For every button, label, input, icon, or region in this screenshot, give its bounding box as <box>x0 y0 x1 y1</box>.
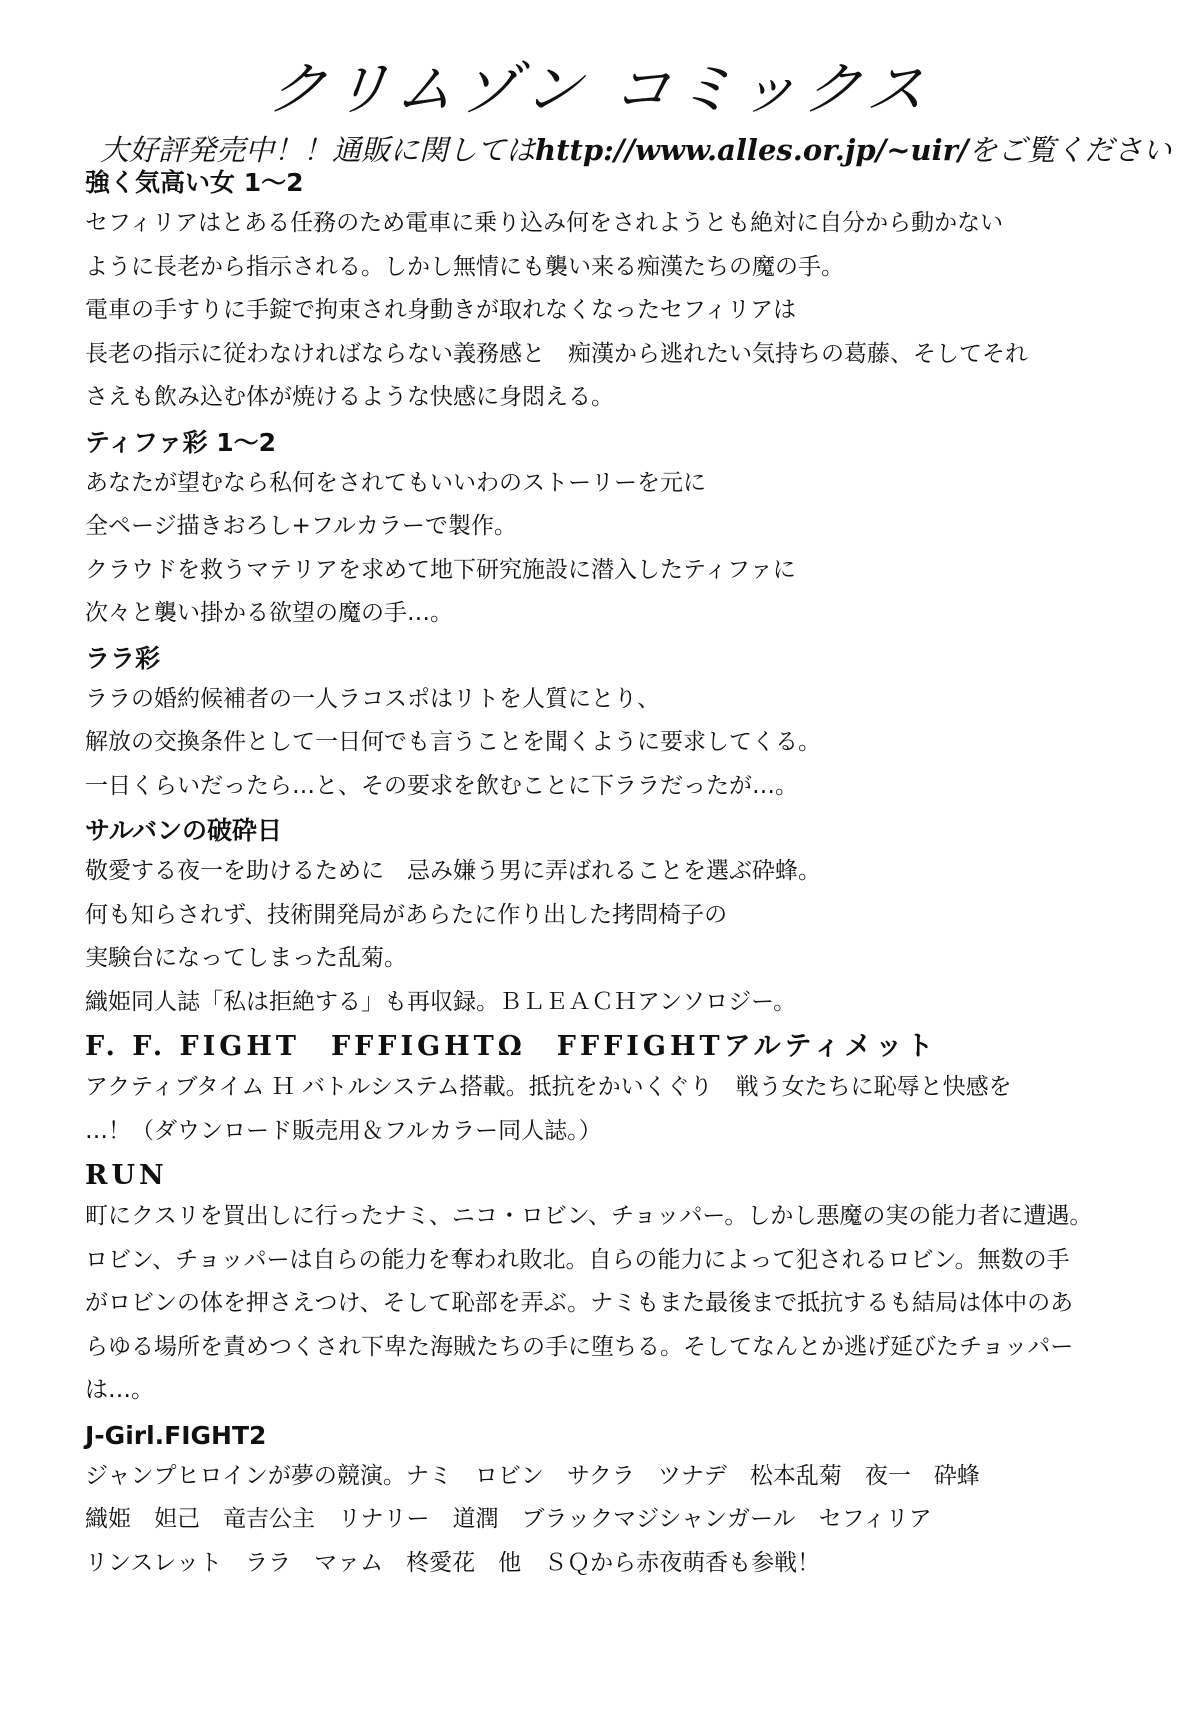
item-description-line: クラウドを救うマテリアを求めて地下研究施設に潜入したティファに <box>85 556 796 583</box>
item-title: ティファ彩 1〜2 <box>85 427 276 457</box>
item-description-line: 織姫 妲己 竜吉公主 リナリー 道潤 ブラックマジシャンガール セフィリア <box>85 1506 932 1532</box>
announcement-suffix: をご覧ください <box>968 133 1172 167</box>
item-description-line: ように長老から指示される。しかし無情にも襲い来る痴漢たちの魔の手。 <box>85 253 844 280</box>
catalog-item <box>85 1417 1145 1586</box>
item-description-line: あなたが望むなら私何をされてもいいわのストーリーを元に <box>85 469 706 496</box>
catalog-item <box>85 164 1145 420</box>
catalog-item <box>85 1028 1145 1153</box>
catalog-item <box>85 812 1145 1024</box>
item-description-line: ロビン、チョッパーは自らの能力を奪われ敗北。自らの能力によって犯されるロビン。無数の手 <box>85 1246 1070 1273</box>
item-description-line: 敬愛する夜一を助けるために 忌み嫌う男に弄ばれることを選ぶ砕蜂。 <box>85 858 821 884</box>
catalog-item <box>85 424 1145 636</box>
page-title: クリムゾン コミックス <box>264 55 935 123</box>
item-title: サルバンの破砕日 <box>85 816 283 845</box>
item-description-line: アクティブタイム Ｈ バトルシステム搭載。抵抗をかいくぐり 戦う女たちに恥辱と快感を <box>85 1074 1012 1100</box>
item-title: F. F. FIGHT FFFIGHTΩ FFFIGHTアルティメット <box>85 1031 938 1062</box>
shop-url-link[interactable]: http://www.alles.or.jp/~uir/ <box>535 133 969 167</box>
item-description-line: さえも飲み込む体が焼けるような快感に身悶える。 <box>85 384 614 410</box>
item-description-line: 実験台になってしまった乱菊。 <box>85 945 407 971</box>
item-description-line: がロビンの体を押さえつけ、そして恥部を弄ぶ。ナミもまた最後まで抵抗するも結局は体中のあ <box>85 1290 1074 1316</box>
item-title: ララ彩 <box>85 643 161 673</box>
item-title: RUN <box>85 1160 168 1191</box>
item-title: 強く気高い女 1〜2 <box>85 168 304 197</box>
item-description-line: らゆる場所を責めつくされ下卑た海賊たちの手に堕ちる。そしてなんとか逃げ延びたチョッパー <box>85 1333 1074 1360</box>
announcement-prefix: 大好評発売中！！通販に関しては <box>100 133 536 167</box>
item-description-line: リンスレット ララ マァム 柊愛花 他 ＳＱから赤夜萌香も参戦！ <box>85 1549 821 1576</box>
item-description-line: ララの婚約候補者の一人ラコスポはリトを人質にとり、 <box>85 685 660 712</box>
item-description-line: …！（ダウンロード販売用＆フルカラー同人誌。） <box>85 1117 602 1144</box>
item-description-line: ジャンプヒロインが夢の競演。ナミ ロビン サクラ ツナデ 松本乱菊 夜一 砕蜂 <box>85 1462 980 1489</box>
item-description-line: 町にクスリを買出しに行ったナミ、ニコ・ロビン、チョッパー。しかし悪魔の実の能力者に遭遇。 <box>85 1203 1093 1229</box>
item-description-line: 何も知らされず、技術開発局があらたに作り出した拷問椅子の <box>85 901 728 928</box>
item-description-line: 織姫同人誌「私は拒絶する」も再収録。ＢＬＥＡＣＨアンソロジー。 <box>85 988 797 1015</box>
item-description-line: 解放の交換条件として一日何でも言うことを聞くように要求してくる。 <box>85 729 821 755</box>
catalog-list <box>85 160 1145 1585</box>
item-description-line: 次々と襲い掛かる欲望の魔の手…。 <box>85 600 453 626</box>
item-description-line: 一日くらいだったら…と、その要求を飲むことに下ララだったが…。 <box>85 772 798 799</box>
catalog-item <box>85 640 1145 809</box>
item-title: J-Girl.FIGHT2 <box>85 1420 267 1450</box>
item-description-line: 全ページ描きおろし+フルカラーで製作。 <box>85 513 517 539</box>
item-description-line: 電車の手すりに手錠で拘束され身動きが取れなくなったセフィリアは <box>85 297 797 323</box>
item-description-line: セフィリアはとある任務のため電車に乗り込み何をされようとも絶対に自分から動かない <box>85 210 1004 236</box>
catalog-item <box>85 1157 1145 1413</box>
item-description-line: 長老の指示に従わなければならない義務感と 痴漢から逃れたい気持ちの葛藤、そしてそれ <box>85 340 1028 367</box>
item-description-line: は…。 <box>85 1377 154 1403</box>
